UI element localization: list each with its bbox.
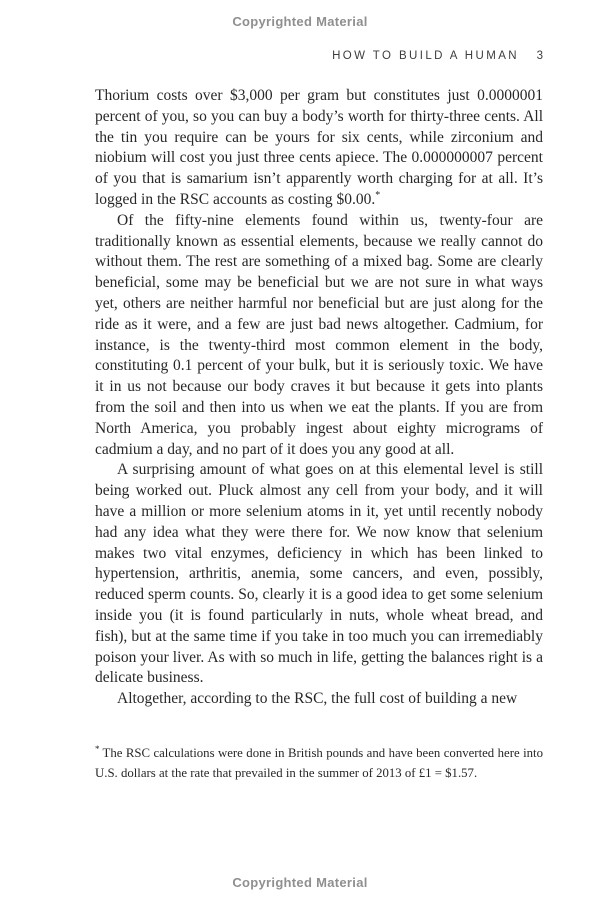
chapter-title: HOW TO BUILD A HUMAN — [332, 50, 519, 62]
body-text — [95, 86, 543, 710]
paragraph-elements: Of the fifty-nine elements found within us, twenty-four are traditionally known as essential elements, because we really cannot do without them. The rest are something of a mixed bag. Some are clearly beneficial, some may be beneficial but we are not sure in what ways yet, others are neither harmful nor beneficial but are just along for the ride as it were, and a few are just bad news altogether. Cadmium, for instance, is the twenty-third most common element in the body, constituting 0.1 percent of your bulk, but it is seriously toxic. We have it in us not because our body craves it but because it gets into plants from the soil and then into us when we eat the plants. If you are from North America, you probably ingest about eighty micrograms of cadmium a day, and no part of it does you any good at all. — [95, 211, 543, 458]
page-number: 3 — [536, 50, 543, 62]
running-header — [95, 50, 543, 62]
paragraph-thorium-text: Thorium costs over $3,000 per gram but constitutes just 0.0000001 percent of you, so you can buy a body’s worth for thirty-three cents. All the tin you require can be yours for six cents, while zirconium and niobium will cost you just three cents apiece. The 0.000000007 percent of you that is samarium isn’t apparently worth charging for at all. It’s logged in the RSC accounts as costing $0.00. — [95, 87, 543, 208]
footnote-marker: * — [95, 743, 100, 754]
paragraph-altogether: Altogether, according to the RSC, the full cost of building a new — [117, 690, 518, 708]
paragraph-selenium: A surprising amount of what goes on at this elemental level is still being worked out. Pluck almost any cell from your body, and it will have a million or more selenium atoms in it, yet until recently nobody had any idea what they were there for. We now know that selenium makes two vital enzymes, deficiency in which has been linked to hypertension, arthritis, anemia, some cancers, and even, possibly, reduced sperm counts. So, clearly it is a good idea to get some selenium inside you (it is found particularly in nuts, whole wheat bread, and fish), but at the same time if you take in too much you can irremediably poison your liver. As with so much in life, getting the balances right is a delicate business. — [95, 461, 543, 687]
copyright-notice-top: Copyrighted Material — [232, 14, 368, 29]
footnote — [95, 744, 543, 783]
paragraph-thorium — [95, 86, 543, 211]
footnote-marker-inline: * — [375, 189, 381, 201]
copyright-notice-bottom: Copyrighted Material — [232, 875, 368, 890]
footnote-text: The RSC calculations were done in British pounds and have been converted here into U.S. dollars at the rate that prevailed in the summer of 2013 of £1 = $1.57. — [95, 746, 543, 780]
